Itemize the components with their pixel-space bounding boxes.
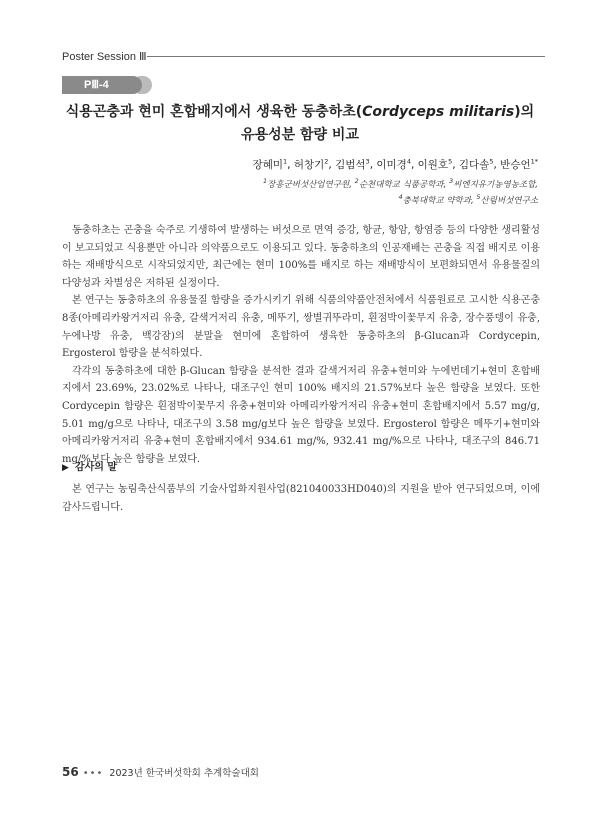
paper-title-line-2: 유용성분 함량 비교 — [241, 127, 359, 143]
footer-dots: ••• — [82, 768, 104, 779]
author: 반승언$^{1*}$ — [500, 157, 538, 171]
affiliation: $^2$순천대학교 식품공학과, — [354, 177, 447, 190]
affiliation: $^5$산림버섯연구소 — [476, 193, 538, 206]
title-prefix: 식용곤충과 현미 혼합배지에서 생육한 동충하초( — [65, 104, 363, 120]
header-rule — [147, 56, 545, 57]
event-name: 2023년 한국버섯학회 추계학술대회 — [109, 768, 259, 779]
page-footer — [62, 761, 259, 780]
page-number: 56 — [62, 765, 79, 779]
author: 이미경$^4$ — [376, 157, 411, 171]
author: 이원호$^5$ — [417, 157, 453, 171]
poster-number-badge: PⅢ-4 — [62, 76, 142, 94]
affiliation: $^3$씨엔지유기농영농조합, — [449, 177, 538, 190]
affiliation: $^4$충북대학교 약학과, — [398, 193, 474, 206]
abstract-paragraph-3: 각각의 동충하초에 대한 β-Glucan 함량을 분석한 결과 갈색거저리 유충+현미와 누에번데기+현미 혼합배지에서 23.69%, 23.02%로 나타나, 대조구인 현미 100% 배지의 21.57%보다 높은 함량을 보였다. 또한 Cordycepin 함량은 흰점박이꽃무지 유충+현미와 아메리카왕거저리 유충+현미 혼합배지에서 5.57 mg/g, 5.01 mg/g으로 나타나, 대조구의 3.58 mg/g보다 높은 함량을 보였다. Ergosterol 함량은 메뚜기+현미와 아메리카왕거저리 유충+현미 혼합배지에서 934.61 mg/%, 932.41 mg/%으로 나타나, 대조구의 846.71 mg/%보다 높은 함량을 보였다. — [62, 365, 540, 465]
running-header: Poster Session Ⅲ — [62, 51, 147, 63]
acknowledgement-paragraph: 본 연구는 농림축산식품부의 기술사업화지원사업(821040033HD040)의 지원을 받아 연구되었으며, 이에 감사드립니다. — [62, 484, 540, 513]
author: 장혜미$^1$ — [252, 157, 288, 171]
abstract-body — [62, 222, 540, 468]
affiliation: $^1$장흥군버섯산업연구원, — [263, 177, 352, 190]
acknowledgement-heading: ▶ 감사의 말 — [62, 462, 118, 473]
acknowledgement-body — [62, 481, 540, 516]
affiliations-line-1 — [263, 178, 538, 190]
abstract-paragraph-2: 본 연구는 동충하초의 유용물질 함량을 증가시키기 위해 식품의약품안전처에서 식품원료로 고시한 식용곤충 8종(아메리카왕거저리 유충, 갈색거저리 유충, 메뚜기, 쌍별귀뚜라미, 흰점박이꽃무지 유충, 장수풍뎅이 유충, 누에나방 유충, 백강잠)의 분말을 현미에 혼합하여 생육한 동충하초의 β-Glucan과 Cordycepin, Ergosterol 함량을 분석하였다. — [62, 295, 540, 360]
species-name: Cordyceps militaris — [362, 104, 515, 120]
author: 허창기$^2$ — [293, 157, 329, 171]
author: 김범석$^3$ — [335, 157, 370, 171]
author-list: 장혜미$^1$, 허창기$^2$, 김범석$^3$, 이미경$^4$, 이원호$^5$, 김다솔$^5$, 반승언$^{1*}$ — [252, 157, 538, 171]
title-suffix: )의 — [514, 104, 535, 120]
triangle-bullet-icon: ▶ — [62, 463, 69, 473]
paper-title-line-1 — [62, 101, 538, 121]
affiliations-line-2 — [398, 194, 538, 206]
author: 김다솔$^5$ — [458, 157, 494, 171]
abstract-paragraph-1: 동충하초는 곤충을 숙주로 기생하여 발생하는 버섯으로 면역 증강, 항균, 항암, 항염증 등의 다양한 생리활성이 보고되었고 식용뿐만 아니라 의약품으로도 이용되고 있다. 동충하초의 인공재배는 곤충을 직접 배지로 이용하는 재배방식으로 시작되었지만, 최근에는 현미 100%를 배지로 하는 재배방식이 보편화되면서 유용물질의 다양성과 차별성은 저하된 실정이다. — [62, 225, 540, 289]
